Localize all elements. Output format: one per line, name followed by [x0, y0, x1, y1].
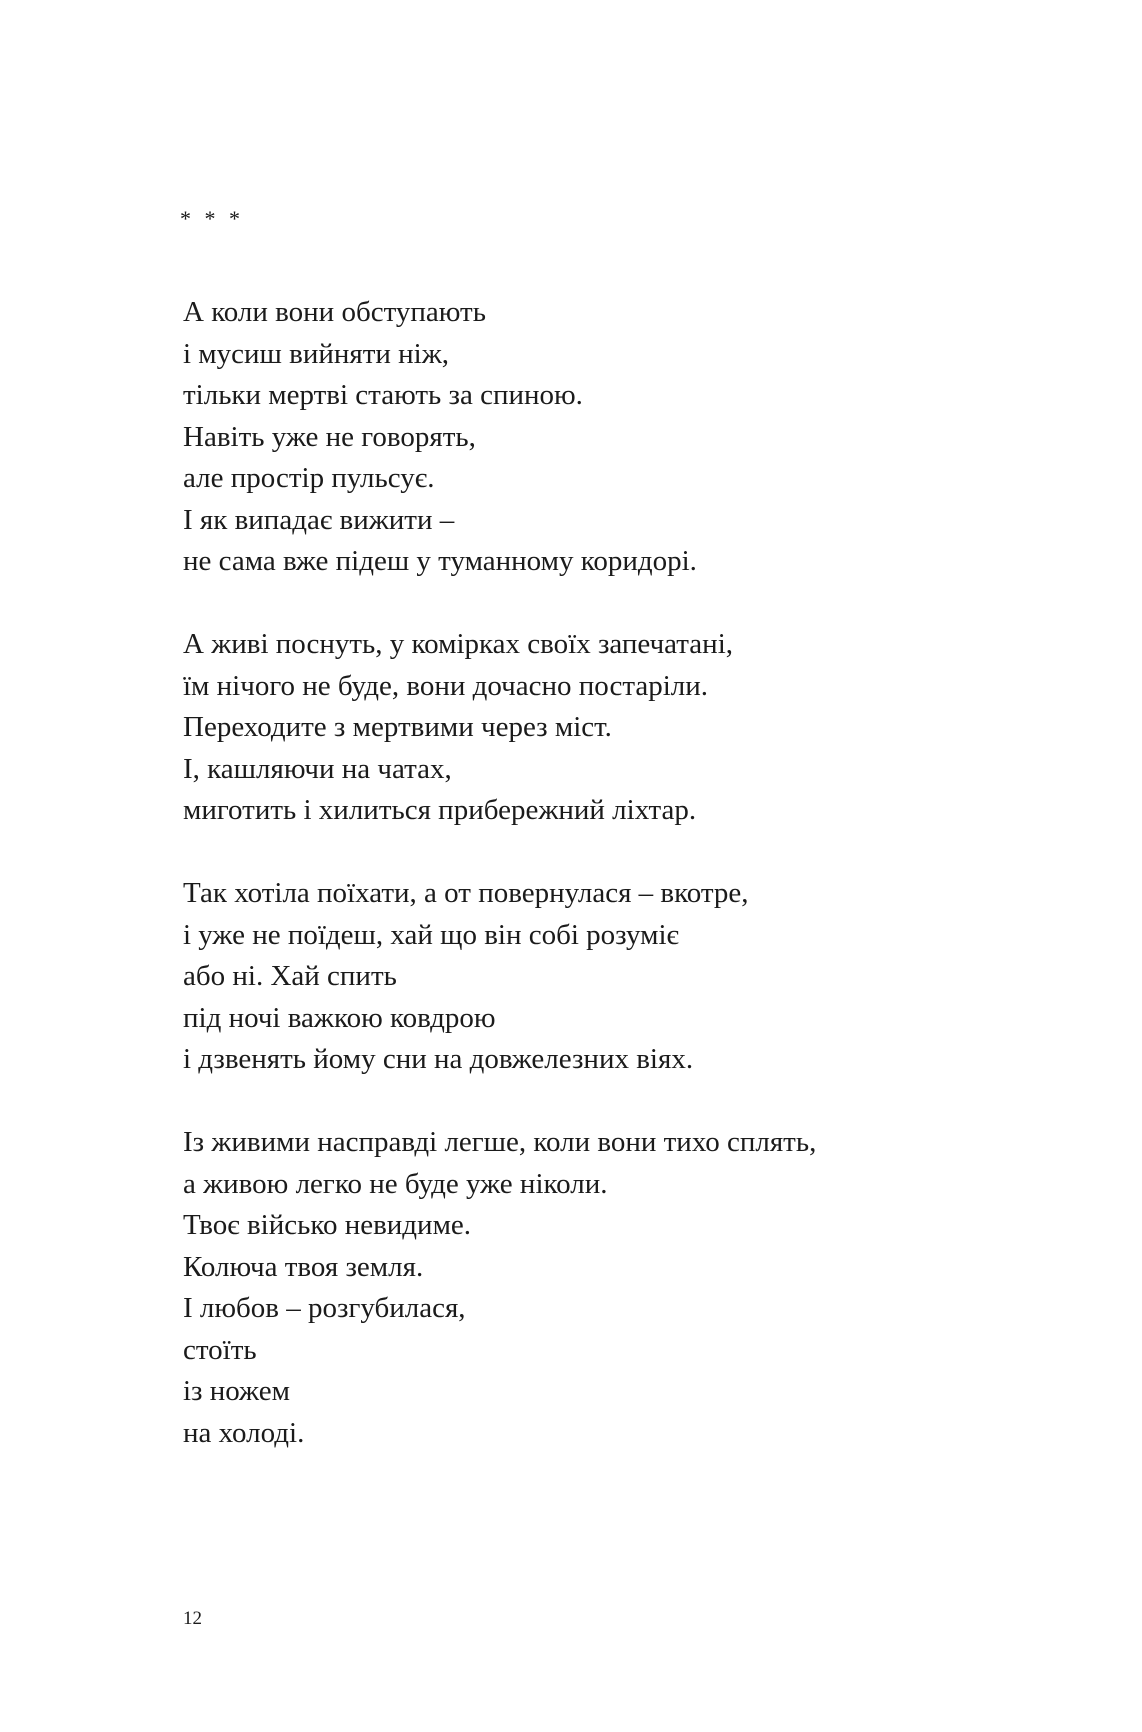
poem-line: але простір пульсує. [183, 462, 435, 494]
poem-line: а живою легко не буде уже ніколи. [183, 1167, 608, 1200]
poem-line: А коли вони обступають [183, 296, 486, 328]
poem-line: і уже не поїдеш, хай що він собі розуміє [183, 918, 679, 951]
poem-line: І як випадає вижити – [183, 503, 455, 536]
poem-line: миготить і хилиться прибережний ліхтар. [183, 794, 697, 826]
poem-line: тільки мертві стають за спиною. [183, 379, 583, 411]
poem-line: або ні. Хай спить [183, 960, 397, 992]
poem-line: стоїть [183, 1333, 257, 1366]
poem-line: і мусиш вийняти ніж, [183, 337, 450, 370]
poem-line: із ножем [183, 1375, 290, 1407]
stanza-3 [183, 873, 816, 1081]
poem-line: не сама вже підеш у туманному коридорі. [183, 545, 697, 577]
poem-line: під ночі важкою ковдрою [183, 1001, 496, 1034]
poem-line: Так хотіла поїхати, а от повернулася – вкотре, [183, 877, 749, 909]
poem-line: Із живими насправді легше, коли вони тихо сплять, [183, 1126, 817, 1158]
poem-line: Навіть уже не говорять, [183, 420, 476, 453]
stanza-2 [183, 624, 816, 832]
page-number: 12 [183, 1608, 202, 1629]
poem-line: І, кашляючи на чатах, [183, 752, 452, 785]
stanza-1 [183, 292, 816, 583]
poem-line: на холоді. [183, 1416, 305, 1449]
poem-line: Твоє військо невидиме. [183, 1209, 472, 1241]
poem-line: Переходите з мертвими через міст. [183, 711, 612, 743]
poem-line: Колюча твоя земля. [183, 1250, 424, 1283]
poem-line: А живі поснуть, у комірках своїх запечатані, [183, 628, 733, 660]
poem [183, 292, 816, 1496]
poem-line: І любов – розгубилася, [183, 1292, 466, 1324]
stanza-4 [183, 1122, 816, 1454]
section-ornament: * * * [180, 206, 244, 231]
poem-line: їм нічого не буде, вони дочасно постаріли. [183, 669, 709, 702]
poem-line: і дзвенять йому сни на довжелезних віях. [183, 1043, 694, 1075]
